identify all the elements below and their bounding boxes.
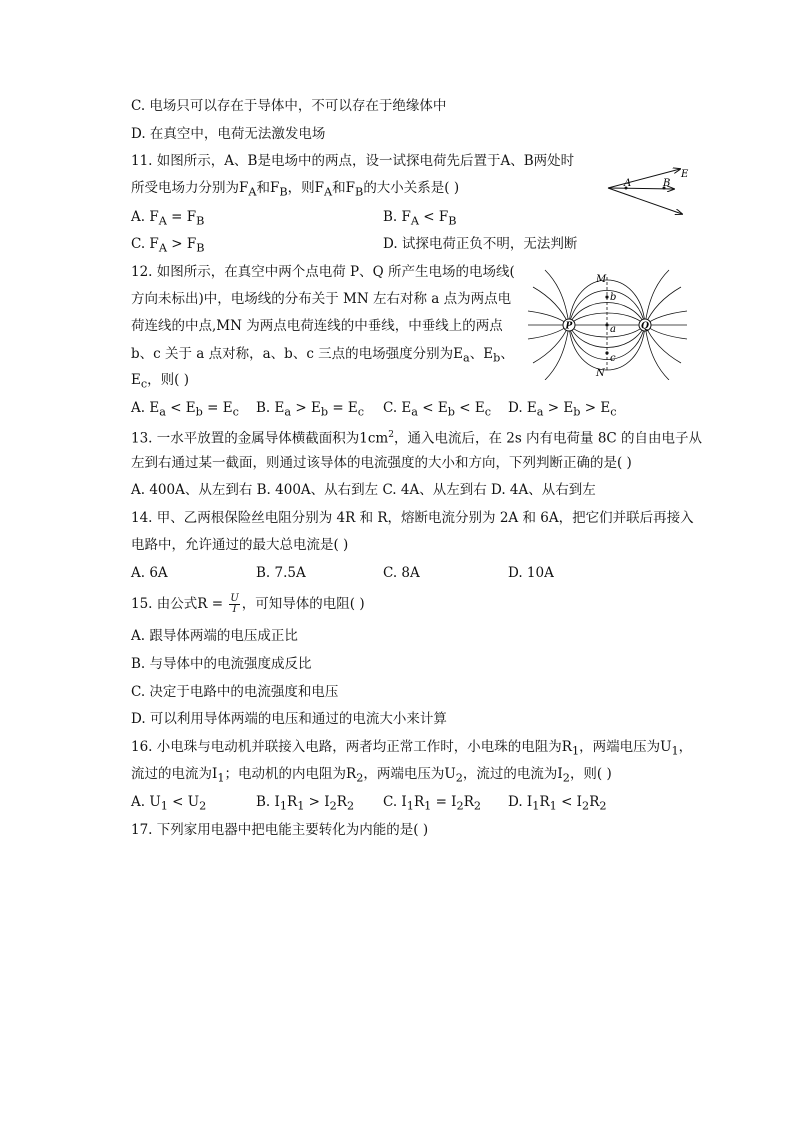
q12-line4: b、c 关于 a 点对称，a、b、c 三点的电场强度分别为$E_a$、$E_b$、 bbox=[131, 346, 514, 365]
q12-option-c: C. $E_a < E_b < E_c$ bbox=[383, 400, 492, 419]
q13-line2: 左到右通过某一截面，则通过该导体的电流强度的大小和方向，下列判断正确的是( ) bbox=[131, 455, 632, 471]
label-c: c bbox=[610, 353, 616, 364]
q11-option-c: C. $F_A > F_B$ bbox=[131, 236, 205, 255]
label-b: B bbox=[663, 178, 671, 189]
q15-option-d: D. 可以利用导体两端的电压和通过的电流大小来计算 bbox=[131, 711, 447, 727]
q15-option-a: A. 跟导体两端的电压成正比 bbox=[131, 628, 298, 644]
q11-option-d: D. 试探电荷正负不明，无法判断 bbox=[383, 236, 578, 252]
prev-option-d: D. 在真空中，电荷无法激发电场 bbox=[131, 126, 326, 142]
q14-option-c: C. 8A bbox=[383, 565, 420, 581]
q12-line5: $E_c$，则( ) bbox=[131, 372, 189, 391]
label-a: A bbox=[624, 178, 632, 189]
q14-option-a: A. 6A bbox=[131, 565, 168, 581]
label-n: N bbox=[596, 368, 605, 379]
q15-stem: 15. 由公式R = $\frac{U}{I}$ ，可知导体的电阻( ) bbox=[131, 593, 365, 615]
q16-option-a: A. $U_1 < U_2$ bbox=[131, 794, 207, 813]
q12-line2: 方向未标出)中，电场线的分布关于 MN 左右对称 a 点为两点电 bbox=[131, 291, 512, 307]
label-q: Q bbox=[641, 321, 649, 332]
q16-line2: 流过的电流为$I_1$；电动机的内电阻为$R_2$，两端电压为$U_2$，流过的电流为$I_2$，则( ) bbox=[131, 766, 612, 785]
label-a: a bbox=[610, 324, 616, 335]
q12-line1: 12. 如图所示，在真空中两个点电荷 P、Q 所产生电场的电场线( bbox=[131, 264, 515, 280]
q15-option-b: B. 与导体中的电流强度成反比 bbox=[131, 656, 312, 672]
q11-line1: 11. 如图所示，A、B是电场中的两点，设一试探电荷先后置于A、B两处时 bbox=[131, 153, 575, 169]
label-e: E bbox=[681, 169, 689, 180]
q14-line1: 14. 甲、乙两根保险丝电阻分别为 4R 和 R，熔断电流分别为 2A 和 6A，把它们并联后再接入 bbox=[131, 510, 694, 526]
q16-line1: 16. 小电珠与电动机并联接入电路，两者均正常工作时，小电珠的电阻为$R_1$，两端电压为$U_1$， bbox=[131, 739, 693, 758]
q12-line3: 荷连线的中点,MN 为两点电荷连线的中垂线，中垂线上的两点 bbox=[131, 318, 503, 334]
point-b bbox=[605, 295, 608, 298]
q13-options: A. 400A、从左到右 B. 400A、从右到左 C. 4A、从左到右 D. 4A、从右到左 bbox=[131, 482, 596, 498]
q12-field-figure bbox=[525, 265, 690, 380]
q12-option-d: D. $E_a > E_b > E_c$ bbox=[508, 400, 617, 419]
point-a bbox=[605, 323, 608, 326]
q17-line1: 17. 下列家用电器中把电能主要转化为内能的是( ) bbox=[131, 822, 429, 838]
formula-fraction: $\frac{U}{I}$ bbox=[230, 593, 239, 615]
q11-option-a: A. $F_A = F_B$ bbox=[131, 209, 205, 228]
q11-line2: 所受电场力分别为$F_A$和$F_B$，则$F_A$和$F_B$的大小关系是( ) bbox=[131, 180, 460, 199]
label-p: P bbox=[565, 321, 573, 332]
q14-option-b: B. 7.5A bbox=[256, 565, 306, 581]
label-m: M bbox=[596, 274, 607, 285]
q12-option-a: A. $E_a < E_b = E_c$ bbox=[131, 400, 239, 419]
q16-option-b: B. $I_1R_1 > I_2R_2$ bbox=[256, 794, 355, 813]
q15-option-c: C. 决定于电路中的电流强度和电压 bbox=[131, 684, 339, 700]
q12-option-b: B. $E_a > E_b = E_c$ bbox=[256, 400, 365, 419]
q11-option-b: B. $F_A < F_B$ bbox=[383, 209, 457, 228]
q13-line1: 13. 一水平放置的金属导体横截面积为$1cm^2$，通入电流后，在 2s 内有电荷量 8C 的自由电子从 bbox=[131, 430, 703, 447]
label-b: b bbox=[610, 292, 617, 303]
q11-field-figure bbox=[600, 160, 700, 220]
point-c bbox=[605, 351, 608, 354]
field-line-lower bbox=[608, 188, 682, 214]
prev-option-c: C. 电场只可以存在于导体中，不可以存在于绝缘体中 bbox=[131, 98, 447, 114]
q16-option-c: C. $I_1R_1 = I_2R_2$ bbox=[383, 794, 482, 813]
q16-option-d: D. $I_1R_1 < I_2R_2$ bbox=[508, 794, 607, 813]
q14-line2: 电路中，允许通过的最大总电流是( ) bbox=[131, 537, 349, 553]
q14-option-d: D. 10A bbox=[508, 565, 554, 581]
